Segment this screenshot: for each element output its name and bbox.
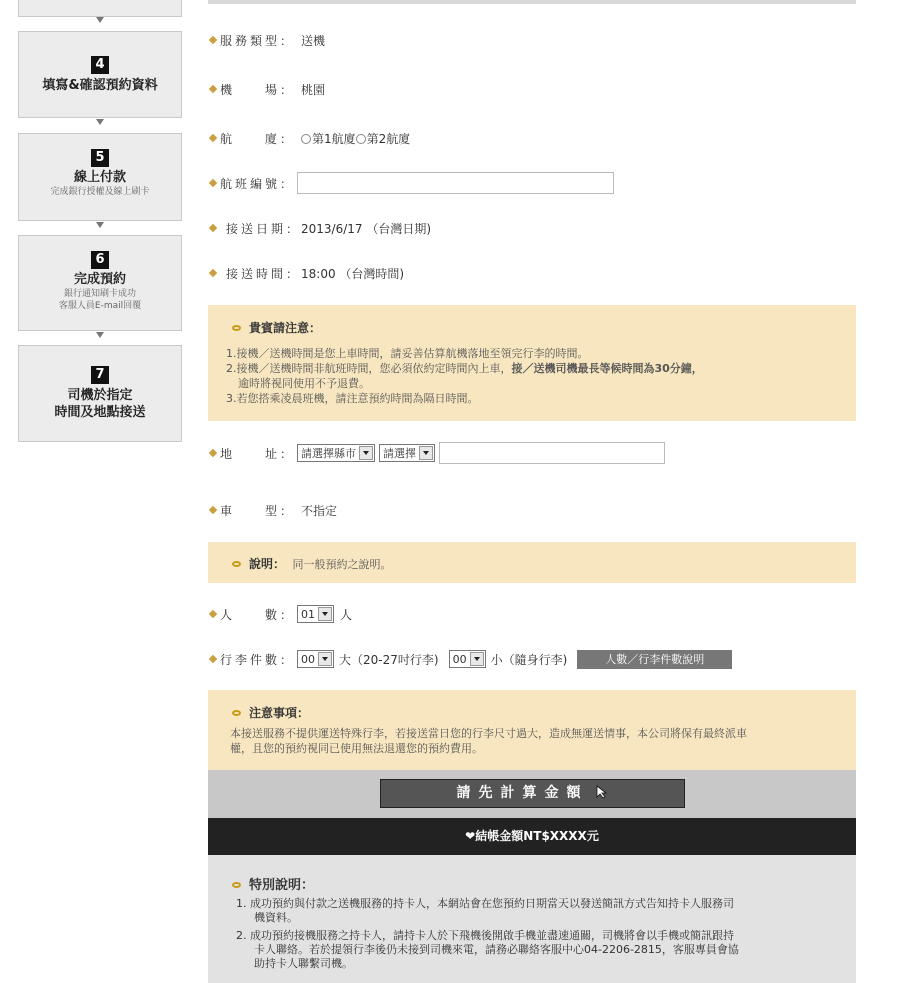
- special-item-2a: 2. 成功預約接機服務之持卡人，請持卡人於下飛機後開啟手機並盡速通關，司機將會以手機或簡訊跟持: [236, 929, 734, 942]
- terminal-1-radio[interactable]: [301, 134, 311, 144]
- step-sub-6b: 客服人員E-mail回覆: [58, 301, 142, 311]
- notice-line-2-bold: 接／送機司機最長等候時間為30分鐘，: [511, 362, 703, 375]
- step-box-3: [18, 0, 182, 17]
- diamond-bullet-icon: [209, 506, 217, 514]
- luggage-big-text: 大（20-27吋行李): [339, 652, 439, 667]
- time-value: 18:00 （台灣時間): [301, 266, 405, 281]
- step-title-5: 線上付款: [73, 170, 126, 185]
- calculate-button[interactable]: [380, 779, 685, 808]
- luggage-small-select[interactable]: [449, 650, 486, 668]
- step-arrow: [96, 222, 104, 228]
- car-type-value: 不指定: [301, 503, 338, 518]
- terminal-2-label: 第2航廈: [366, 131, 411, 146]
- luggage-row: [208, 647, 732, 671]
- step-number-7: 7: [91, 366, 109, 384]
- description-title: 說明：: [249, 557, 286, 571]
- special-item-2c: 助持卡人聯繫司機。: [254, 957, 353, 970]
- dropdown-arrow-icon: [470, 652, 484, 666]
- step-title-7a: 司機於指定: [67, 388, 133, 403]
- step-title-4: 填寫&確認預約資料: [42, 78, 158, 93]
- diamond-bullet-icon: [209, 449, 217, 457]
- step-box-6: [18, 235, 182, 331]
- notice-box-description: [208, 542, 856, 583]
- special-notes: [208, 855, 856, 983]
- address-row: [208, 441, 665, 465]
- notice-line-1: 1.接機／送機時間是您上車時間，請妥善估算航機落地至領完行李的時間。: [226, 347, 589, 360]
- car-type-label: 車 型：: [220, 503, 296, 518]
- terminal-1-label: 第1航廈: [312, 131, 356, 146]
- diamond-bullet-icon: [209, 134, 217, 142]
- calc-bar: [208, 770, 856, 818]
- step-box-7: [18, 345, 182, 442]
- luggage-help-button[interactable]: 人數／行李件數說明: [577, 650, 732, 669]
- flight-number-input[interactable]: [297, 172, 614, 194]
- diamond-bullet-icon: [209, 85, 217, 93]
- total-amount-bar: [208, 818, 856, 855]
- notice-box-vip: [208, 305, 856, 421]
- top-divider: [208, 0, 856, 4]
- notice-bullet-icon: [232, 561, 241, 567]
- terminal-2-radio[interactable]: [356, 134, 366, 144]
- diamond-bullet-icon: [209, 269, 217, 277]
- luggage-small-value: 00: [452, 652, 467, 666]
- luggage-label: 行李件數：: [220, 652, 296, 667]
- date-label: 接送日期：: [226, 221, 302, 236]
- terminal-options: [301, 130, 410, 147]
- diamond-bullet-icon: [209, 224, 217, 232]
- special-item-2b: 卡人聯絡。若於提領行李後仍未接到司機來電，請務必聯絡客服中心04-2206-2815，客服專員會協: [254, 943, 739, 956]
- service-type-value: 送機: [301, 33, 326, 48]
- dropdown-arrow-icon: [359, 446, 373, 460]
- step-number-5: 5: [91, 149, 109, 167]
- address-label: 地 址：: [220, 446, 296, 461]
- district-select[interactable]: [379, 444, 435, 462]
- time-label: 接送時間：: [226, 266, 302, 281]
- calculate-button-label: 請先計算金額: [456, 785, 589, 801]
- notice-bullet-icon: [232, 882, 241, 888]
- car-type-row: [208, 498, 337, 522]
- date-value: 2013/6/17 （台灣日期): [301, 221, 432, 236]
- description-text: 同一般預約之說明。: [292, 558, 392, 571]
- people-select[interactable]: [297, 605, 334, 623]
- airport-row: [208, 77, 325, 101]
- special-item-1a: 1. 成功預約與付款之送機服務的持卡人，本網站會在您預約日期當天以發送簡訊方式告知持卡人服務司: [236, 897, 734, 910]
- notice-line-2: [226, 361, 846, 376]
- step-box-4: [18, 31, 182, 118]
- service-type-row: [208, 28, 325, 52]
- notice-line-2a: 2.接機／送機時間非航班時間，您必須依約定時間內上車，: [226, 362, 512, 375]
- diamond-bullet-icon: [209, 655, 217, 663]
- notice-box-terms: [208, 690, 856, 770]
- airport-value: 桃園: [301, 82, 326, 97]
- flight-row: [208, 171, 614, 195]
- luggage-big-select[interactable]: [297, 650, 334, 668]
- notice-line-2c: 逾時將視同使用不予退費。: [238, 377, 370, 390]
- luggage-big-value: 00: [301, 652, 316, 666]
- special-item-1b: 機資料。: [254, 911, 298, 924]
- step-arrow: [96, 17, 104, 23]
- terminal-label: 航 廈：: [220, 131, 296, 146]
- date-row: [208, 216, 431, 240]
- special-title: 特別說明：: [249, 878, 315, 893]
- people-select-value: 01: [301, 607, 316, 621]
- city-select[interactable]: [297, 444, 375, 462]
- people-row: [208, 602, 352, 626]
- service-type-label: 服務類型：: [220, 33, 296, 48]
- step-sub-5: 完成銀行授權及線上刷卡: [50, 187, 150, 197]
- terms-title: 注意事項：: [249, 706, 310, 720]
- address-input[interactable]: [439, 442, 665, 464]
- booking-form: [208, 0, 856, 983]
- luggage-small-text: 小（隨身行李): [490, 652, 568, 667]
- step-sub-6a: 銀行通知刷卡成功: [63, 289, 136, 299]
- cursor-icon: [595, 785, 609, 799]
- time-row: [208, 261, 404, 285]
- step-title-7b: 時間及地點接送: [54, 405, 146, 420]
- terminal-row: [208, 126, 410, 150]
- dropdown-arrow-icon: [419, 446, 433, 460]
- notice-bullet-icon: [232, 325, 241, 331]
- flight-label: 航班編號：: [220, 176, 296, 191]
- notice-bullet-icon: [232, 710, 241, 716]
- dropdown-arrow-icon: [318, 607, 332, 621]
- step-box-5: [18, 133, 182, 221]
- terms-line-2: 權，且您的預約視同已使用無法退還您的預約費用。: [230, 742, 483, 755]
- step-arrow: [96, 119, 104, 125]
- step-number-6: 6: [91, 251, 109, 269]
- diamond-bullet-icon: [209, 610, 217, 618]
- diamond-bullet-icon: [209, 36, 217, 44]
- notice-line-3: 3.若您搭乘凌晨班機，請注意預約時間為隔日時間。: [226, 392, 479, 405]
- step-number-4: 4: [91, 56, 109, 74]
- notice-title: 貴賓請注意：: [249, 321, 322, 335]
- terms-line-1: 本接送服務不提供運送特殊行李，若接送當日您的行李尺寸過大，造成無運送情事，本公司將保有最終派車: [230, 727, 747, 740]
- district-select-value: 請選擇: [383, 447, 417, 460]
- city-select-value: 請選擇縣市: [301, 447, 357, 460]
- diamond-bullet-icon: [209, 179, 217, 187]
- people-unit: 人: [340, 607, 353, 622]
- total-amount-text: ❤結帳金額NT$XXXX元: [465, 829, 599, 843]
- people-label: 人 數：: [220, 607, 296, 622]
- step-arrow: [96, 332, 104, 338]
- step-title-6: 完成預約: [73, 272, 126, 287]
- airport-label: 機 場：: [220, 82, 296, 97]
- dropdown-arrow-icon: [318, 652, 332, 666]
